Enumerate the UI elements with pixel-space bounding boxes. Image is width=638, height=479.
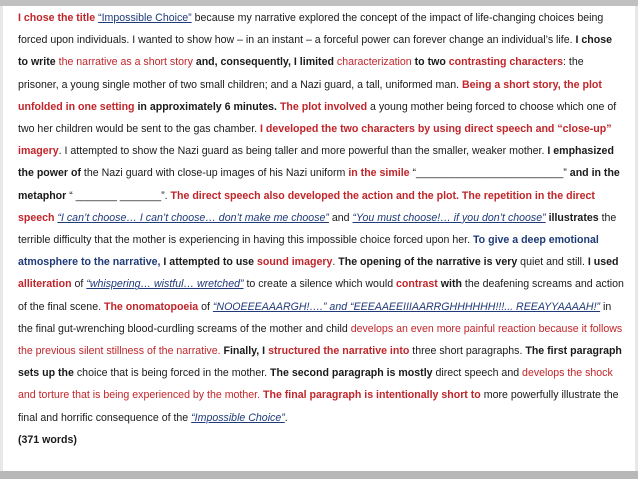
text-segment: sound imagery (257, 256, 333, 269)
text-segment: Finally, I (223, 345, 269, 358)
text-segment: “I can’t choose… I can’t choose… don’t make me choose” (57, 211, 329, 224)
text-segment: and (328, 211, 353, 224)
text-segment: I chose the title (18, 12, 99, 24)
text-segment: “NOOEEEAAARGH!….” and “EEEAAEEIIIAARRGHHHHHH!!!... REEAYYAAAAH!” (212, 300, 601, 313)
text-segment: with (437, 278, 465, 291)
bottom-border (0, 471, 638, 479)
text-segment: and, consequently, I limited (192, 56, 337, 69)
text-segment: more powerfully illustrate the final and horrific consequence of the (18, 389, 619, 424)
text-segment: in the simile (348, 167, 410, 180)
text-segment: and in the metaphor (18, 167, 620, 202)
text-segment: I developed the two characters by using direct speech and “close-up” imagery (18, 123, 612, 158)
left-edge (0, 6, 3, 471)
text-segment: The second paragraph is mostly (270, 367, 433, 380)
text-segment: I attempted to use (163, 256, 258, 269)
body-text (18, 7, 624, 451)
text-segment: quiet and still. (517, 256, 588, 269)
text-segment: The onomatopoeia (103, 300, 199, 313)
text-segment: : the prisoner, a young single mother of two small children; and a Nazi guard, a tall, uniformed man. (18, 56, 584, 91)
text-segment: I chose to write (18, 34, 613, 69)
text-segment: the narrative as a short story (58, 56, 193, 69)
text-segment: I emphasized the power of (18, 145, 614, 180)
text-segment: Being a short story, the plot unfolded in one setting (18, 78, 602, 113)
text-segment: direct speech and (432, 367, 523, 380)
text-segment: the deafening screams and action of the final scene. (18, 278, 624, 313)
text-segment: illustrates (548, 211, 599, 224)
text-segment: “whispering… wistful… wretched” (86, 278, 244, 291)
text-segment: The first paragraph sets up the (18, 345, 622, 380)
word-count: (371 words) (18, 433, 77, 446)
text-segment: The opening of the narrative is very (338, 256, 518, 269)
text-segment: to create a silence which would (243, 278, 397, 291)
text-segment: The plot involved (279, 100, 368, 113)
text-segment: “_________________________” (409, 167, 570, 180)
text-segment: . (332, 256, 339, 269)
text-segment: a young mother being forced to choose which one of two her children would be sent to the gas chamber. (18, 100, 617, 136)
text-segment: develops the shock and torture that is being experienced by the mother. (18, 367, 613, 402)
text-segment: because my narrative explored the concept of the impact of life-changing choices being forced upon individuals. I wanted to show how – in an instant – a forceful power can forever change an individual’s life. (18, 12, 604, 47)
text-segment: in the final gut-wrenching blood-curdling screams of the mother and child (18, 300, 612, 335)
text-segment: structured the narrative into (268, 345, 410, 358)
text-segment: “ _______ _______”. (66, 189, 171, 202)
text-segment: the Nazi guard with close-up images of his Nazi uniform (80, 167, 349, 180)
text-segment: choice that is being forced in the mother. (73, 367, 271, 380)
text-segment: three short paragraphs. (409, 345, 526, 358)
text-segment: develops an even more painful reaction because it follows the previous silent stillness of the narrative. (18, 322, 623, 358)
text-segment: The final paragraph is intentionally short to (263, 389, 481, 402)
text-segment: of (198, 300, 213, 313)
text-segment: . I attempted to show the Nazi guard as being taller and more powerful than the smaller, weaker mother. (58, 145, 548, 158)
text-segment: to two (411, 56, 449, 69)
text-segment: I used (587, 256, 619, 269)
text-segment: in approximately 6 minutes. (134, 100, 280, 113)
text-segment: . (284, 411, 288, 424)
text-segment: “You must choose!… if you don’t choose” (352, 211, 546, 224)
commentary-paragraph (18, 12, 624, 424)
text-segment: contrasting characters (448, 56, 564, 69)
text-segment: alliteration (18, 278, 72, 291)
text-segment: To give a deep emotional atmosphere to the narrative, (18, 234, 599, 269)
text-segment: “Impossible Choice” (191, 411, 285, 424)
top-border (0, 0, 638, 6)
text-segment: contrast (396, 278, 438, 291)
text-segment: “Impossible Choice” (98, 12, 192, 24)
text-segment: characterization (336, 56, 412, 69)
text-segment: The direct speech also developed the action and the plot. The repetition in the direct speech (18, 189, 595, 224)
text-segment: of (71, 278, 87, 291)
text-segment: the terrible difficulty that the mother is experiencing in having this impossible choice forced upon her. (18, 211, 617, 247)
